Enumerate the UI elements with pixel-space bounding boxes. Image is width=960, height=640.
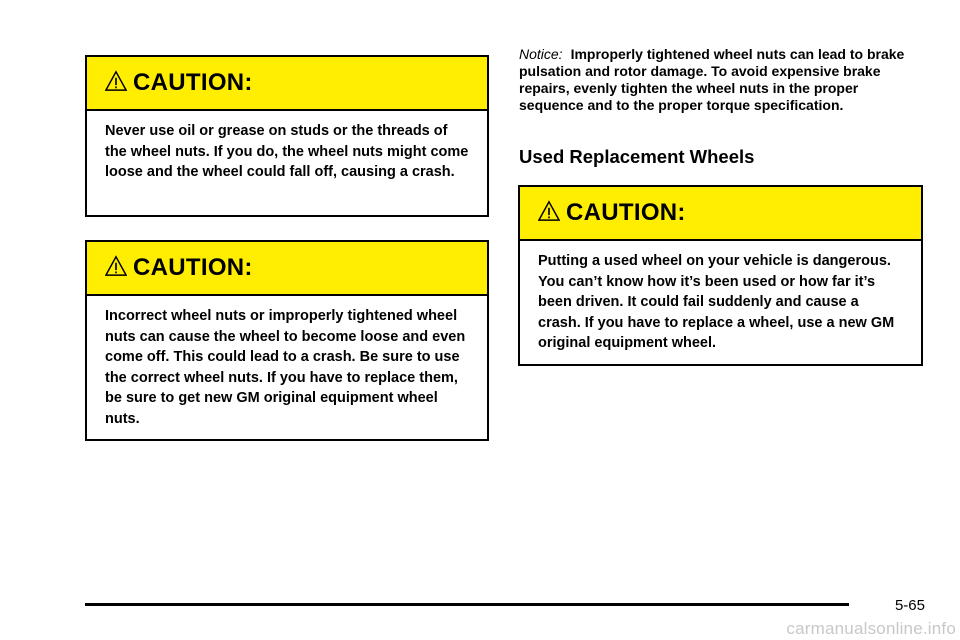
caution-header (87, 242, 487, 296)
caution-header (87, 57, 487, 111)
caution-title: CAUTION: (133, 69, 253, 96)
caution-title: CAUTION: (133, 254, 253, 281)
caution-text: Never use oil or grease on studs or the threads of the wheel nuts. If you do, the wheel nuts might come loose and the wheel could fall off, causing a crash. (105, 123, 469, 180)
page-number: 5-65 (894, 597, 925, 614)
caution-box (85, 240, 489, 441)
watermark: carmanualsonline.info (786, 619, 956, 638)
footer-rule (85, 603, 849, 606)
caution-text: Putting a used wheel on your vehicle is dangerous. You can’t know how it’s been used or how far it’s been driven. It could fail suddenly and cause a crash. If you have to replace a wheel, use a new GM original equipment wheel. (538, 253, 895, 351)
notice-paragraph (519, 46, 924, 114)
caution-text: Incorrect wheel nuts or improperly tightened wheel nuts can cause the wheel to become loose and even come off. This could lead to a crash. Be sure to use the correct wheel nuts. If you have to replace them, be sure to get new GM original equipment wheel nuts. (105, 308, 466, 427)
notice-label: Notice: (519, 46, 563, 62)
section-heading: Used Replacement Wheels (519, 146, 755, 167)
caution-box (85, 55, 489, 217)
warning-triangle-icon (105, 255, 127, 277)
caution-header (520, 187, 921, 241)
caution-box (518, 185, 923, 366)
warning-triangle-icon (538, 200, 560, 222)
notice-text: Improperly tightened wheel nuts can lead to brake pulsation and rotor damage. To avoid expensive brake repairs, evenly tighten the wheel nuts in the proper sequence and to the proper torque specification. (519, 46, 905, 113)
warning-triangle-icon (105, 70, 127, 92)
caution-title: CAUTION: (566, 199, 686, 226)
